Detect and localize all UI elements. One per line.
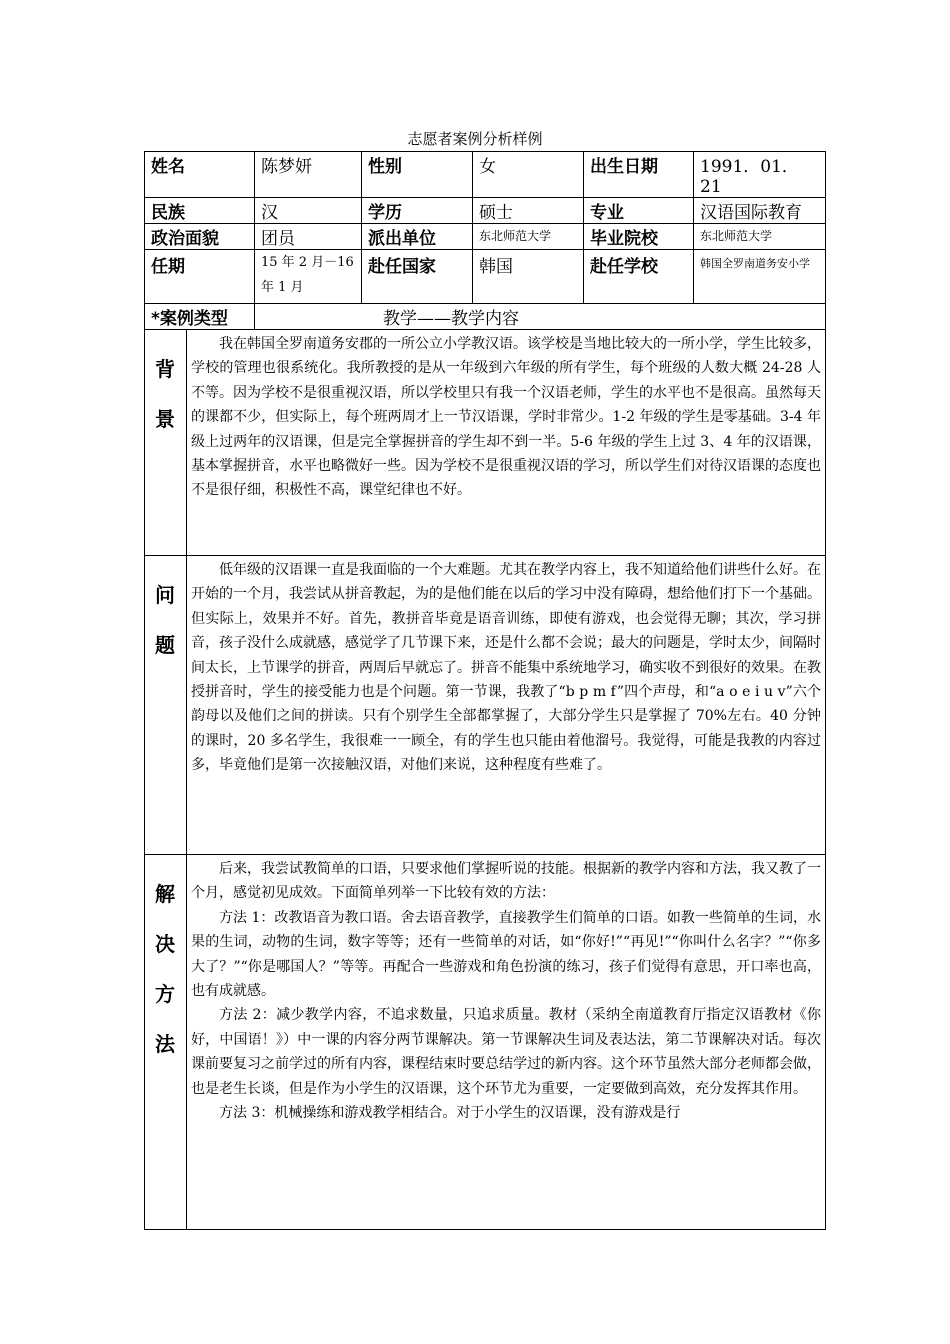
solution-label-char: 解: [155, 882, 175, 906]
school-value: 韩国全罗南道务安小学: [694, 250, 826, 304]
background-paragraph: 我在韩国全罗南道务安郡的一所公立小学教汉语。该学校是当地比较大的一所小学，学生比较多，学校的管理也很系统化。我所教授的是从一年级到六年级的所有学生，每个班级的人数大概 24-28 人不等。因为学校不是很重视汉语，所以学校里只有我一个汉语老师，学生的水平也不是很高。虽然每天的课都不少，但实际上，每个班两周才上一节汉语课，学时非常少。1-2 年级的学生是零基础。3-4 年级上过两年的汉语课，但是完全掌握拼音的学生却不到一半。5-6 年级的学生上过 3、4 年的汉语课，基本掌握拼音，水平也略微好一些。因为学校不是很重视汉语的学习，所以学生们对待汉语课的态度也不是很仔细，积极性不高，课堂纪律也不好。: [191, 336, 821, 499]
case-type-value: 教学——教学内容: [255, 304, 826, 330]
solution-label-char: 决: [155, 932, 175, 956]
name-label: 姓名: [145, 152, 255, 198]
birth-label: 出生日期: [584, 152, 694, 198]
graduate-school-label: 毕业院校: [584, 224, 694, 250]
solution-paragraph: 方法 2：减少教学内容，不追求数量，只追求质量。教材（采纳全南道教育厅指定汉语教材《你好，中国语！》）中一课的内容分两节课解决。第一节课解决生词及表达法，第二节课解决对话。每次课前要复习之前学过的所有内容，课程结束时要总结学过的新内容。这个环节虽然大部分老师都会做，也是老生长谈，但是作为小学生的汉语课，这个环节尤为重要，一定要做到高效，充分发挥其作用。: [191, 1007, 821, 1097]
education-value: 硕士: [473, 198, 584, 224]
solution-paragraph: 方法 1：改教语音为教口语。舍去语音教学，直接教学生们简单的口语。如教一些简单的生词，水果的生词，动物的生词，数字等等；还有一些简单的对话，如“你好!”“再见!”“你叫什么名字？”“你多大了？”“你是哪国人？”等等。再配合一些游戏和角色扮演的练习，孩子们觉得有意思，开口率也高，也有成就感。: [191, 909, 821, 1000]
problem-label-char: 问: [155, 583, 175, 607]
major-value: 汉语国际教育: [694, 198, 826, 224]
problem-content: [187, 556, 826, 855]
country-label: 赴任国家: [362, 250, 473, 304]
gender-label: 性别: [362, 152, 473, 198]
name-value: 陈梦妍: [255, 152, 362, 198]
solution-paragraph: 后来，我尝试教简单的口语，只要求他们掌握听说的技能。根据新的教学内容和方法，我又教了一个月，感觉初见成效。下面简单列举一下比较有效的方法：: [191, 861, 821, 902]
background-label-char: 景: [155, 407, 175, 431]
gender-value: 女: [473, 152, 584, 198]
political-label: 政治面貌: [145, 224, 255, 250]
solution-label-char: 法: [155, 1032, 175, 1056]
page-title: 志愿者案例分析样例: [407, 130, 543, 148]
country-value: 韩国: [473, 250, 584, 304]
case-type-label: *案例类型: [145, 304, 255, 330]
background-label-char: 背: [155, 357, 175, 381]
political-value: 团员: [255, 224, 362, 250]
term-value: 15 年 2 月－16 年 1 月: [255, 250, 362, 304]
problem-paragraph: 低年级的汉语课一直是我面临的一个大难题。尤其在教学内容上，我不知道给他们讲些什么好。在开始的一个月，我尝试从拼音教起，为的是他们能在以后的学习中没有障碍，想给他们打下一个基础。但实际上，效果并不好。首先，教拼音毕竟是语音训练，即使有游戏，也会觉得无聊；其次，学习拼音，孩子没什么成就感，感觉学了几节课下来，还是什么都不会说；最大的问题是，学时太少，间隔时间太长，上节课学的拼音，两周后早就忘了。拼音不能集中系统地学习，确实收不到很好的效果。在教授拼音时，学生的接受能力也是个问题。第一节课，我教了“b p m f”四个声母，和“a o e i u v”六个韵母以及他们之间的拼读。只有个别学生全部都掌握了，大部分学生只是掌握了 70%左右。40 分钟的课时，20 多名学生，我很难一一顾全，有的学生也只能由着他溜号。我觉得，可能是我教的内容过多，毕竟他们是第一次接触汉语，对他们来说，这种程度有些难了。: [191, 562, 821, 774]
background-label: [145, 330, 187, 556]
major-label: 专业: [584, 198, 694, 224]
solution-content: [187, 855, 826, 1230]
solution-paragraph: 方法 3：机械操练和游戏教学相结合。对于小学生的汉语课，没有游戏是行: [219, 1105, 681, 1122]
ethnic-label: 民族: [145, 198, 255, 224]
background-content: [187, 330, 826, 556]
solution-label: [145, 855, 187, 1230]
problem-label-char: 题: [155, 633, 175, 657]
problem-label: [145, 556, 187, 855]
sender-value: 东北师范大学: [473, 224, 584, 250]
solution-label-char: 方: [155, 982, 175, 1006]
birth-value: 1991．01．21: [694, 152, 826, 198]
graduate-school-value: 东北师范大学: [694, 224, 826, 250]
ethnic-value: 汉: [255, 198, 362, 224]
case-analysis-table: [144, 151, 826, 1230]
school-label: 赴任学校: [584, 250, 694, 304]
sender-label: 派出单位: [362, 224, 473, 250]
term-label: 任期: [145, 250, 255, 304]
education-label: 学历: [362, 198, 473, 224]
